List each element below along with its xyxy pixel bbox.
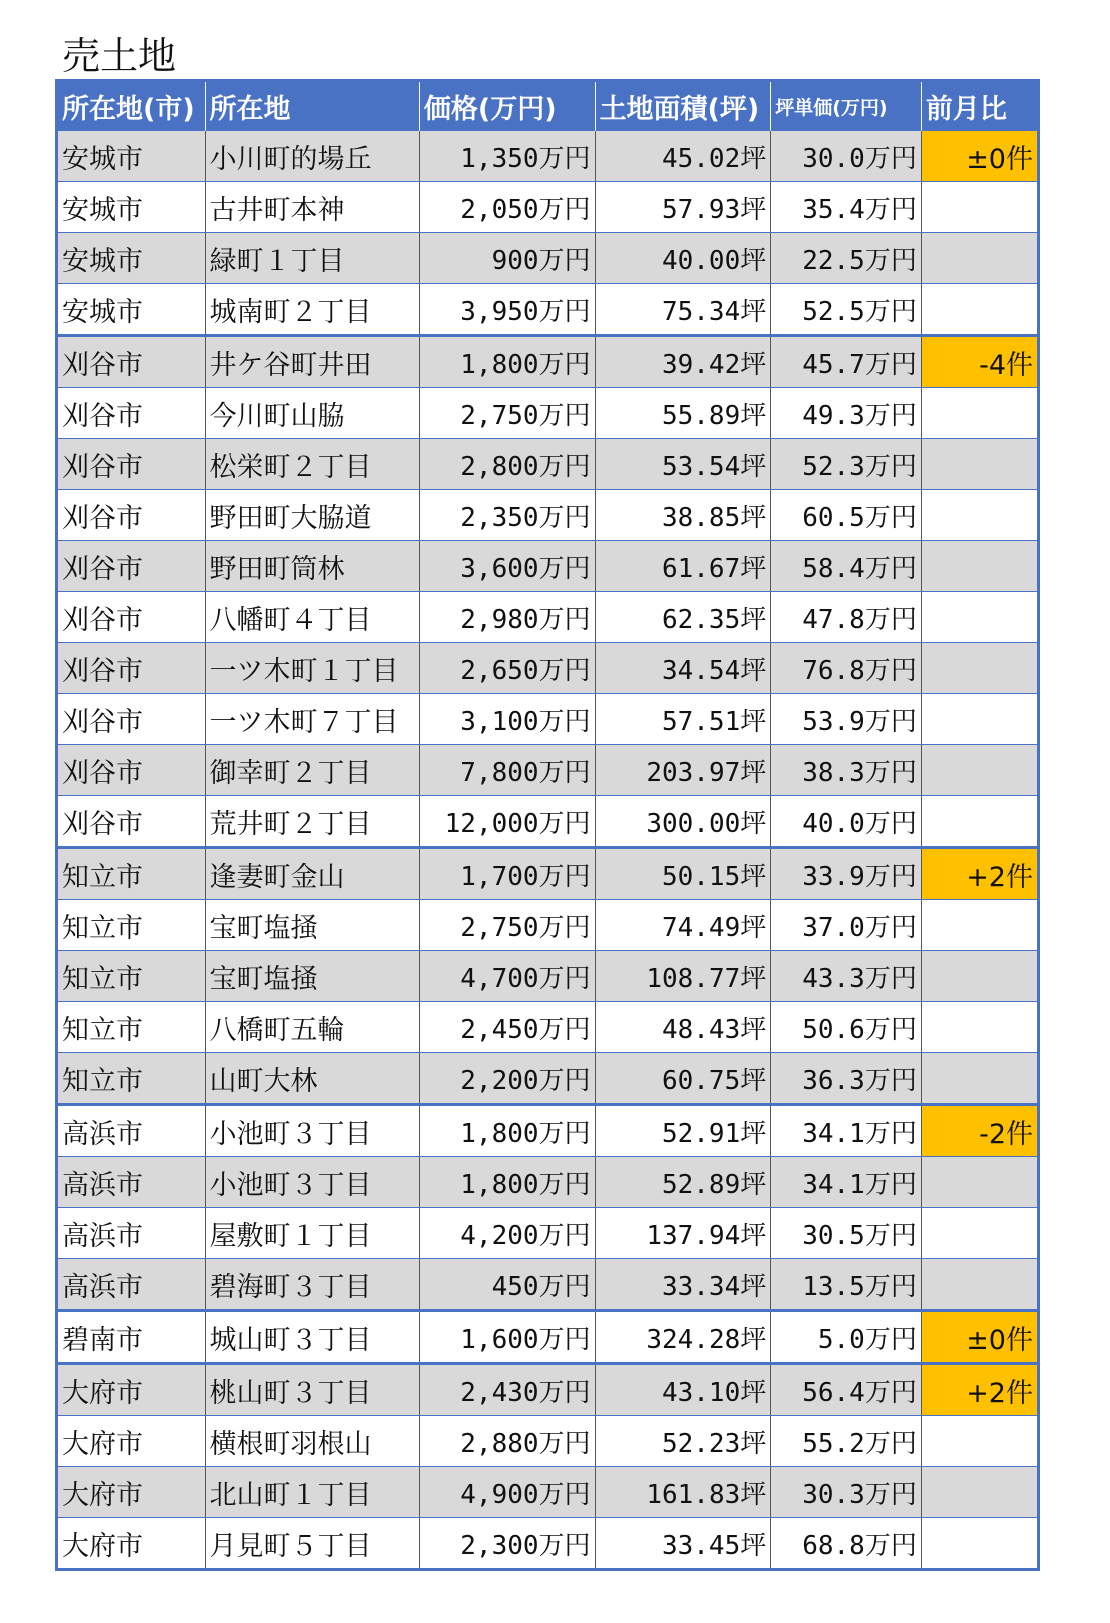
cell-price: 900万円 (419, 233, 595, 284)
cell-area: 108.77坪 (595, 951, 771, 1002)
cell-area: 62.35坪 (595, 592, 771, 643)
cell-price: 4,200万円 (419, 1208, 595, 1259)
cell-unit-price: 52.5万円 (771, 284, 922, 336)
table-row (57, 643, 1039, 694)
cell-change (921, 951, 1038, 1002)
table-row (57, 951, 1039, 1002)
cell-price: 2,800万円 (419, 439, 595, 490)
cell-price: 4,900万円 (419, 1467, 595, 1518)
cell-address: 御幸町２丁目 (205, 745, 419, 796)
cell-change (921, 490, 1038, 541)
cell-unit-price: 38.3万円 (771, 745, 922, 796)
cell-area: 300.00坪 (595, 796, 771, 848)
cell-area: 55.89坪 (595, 388, 771, 439)
table-row (57, 1416, 1039, 1467)
cell-city: 知立市 (57, 951, 206, 1002)
cell-unit-price: 30.5万円 (771, 1208, 922, 1259)
cell-address: 一ツ木町１丁目 (205, 643, 419, 694)
cell-city: 高浜市 (57, 1157, 206, 1208)
cell-address: 小池町３丁目 (205, 1157, 419, 1208)
cell-unit-price: 43.3万円 (771, 951, 922, 1002)
cell-change (921, 592, 1038, 643)
cell-city: 刈谷市 (57, 643, 206, 694)
land-listing-table (55, 79, 1040, 1571)
cell-price: 1,800万円 (419, 1157, 595, 1208)
cell-address: 一ツ木町７丁目 (205, 694, 419, 745)
cell-price: 3,600万円 (419, 541, 595, 592)
table-row (57, 1157, 1039, 1208)
cell-city: 大府市 (57, 1416, 206, 1467)
cell-unit-price: 33.9万円 (771, 848, 922, 900)
cell-address: 山町大林 (205, 1053, 419, 1105)
cell-area: 203.97坪 (595, 745, 771, 796)
cell-change: +2件 (921, 1364, 1038, 1416)
cell-area: 33.34坪 (595, 1259, 771, 1311)
cell-city: 刈谷市 (57, 490, 206, 541)
cell-unit-price: 76.8万円 (771, 643, 922, 694)
cell-address: 碧海町３丁目 (205, 1259, 419, 1311)
cell-change: ±0件 (921, 131, 1038, 182)
cell-unit-price: 34.1万円 (771, 1105, 922, 1157)
cell-area: 50.15坪 (595, 848, 771, 900)
cell-price: 2,430万円 (419, 1364, 595, 1416)
cell-unit-price: 22.5万円 (771, 233, 922, 284)
cell-unit-price: 50.6万円 (771, 1002, 922, 1053)
cell-change: -2件 (921, 1105, 1038, 1157)
cell-change (921, 1416, 1038, 1467)
cell-price: 1,350万円 (419, 131, 595, 182)
table-row (57, 490, 1039, 541)
cell-address: 月見町５丁目 (205, 1518, 419, 1570)
cell-price: 2,980万円 (419, 592, 595, 643)
cell-address: 井ケ谷町井田 (205, 336, 419, 388)
table-row (57, 182, 1039, 233)
cell-city: 刈谷市 (57, 745, 206, 796)
cell-change (921, 694, 1038, 745)
cell-unit-price: 40.0万円 (771, 796, 922, 848)
cell-city: 高浜市 (57, 1208, 206, 1259)
cell-price: 2,050万円 (419, 182, 595, 233)
cell-city: 刈谷市 (57, 592, 206, 643)
cell-change (921, 1002, 1038, 1053)
table-row (57, 284, 1039, 336)
cell-price: 4,700万円 (419, 951, 595, 1002)
cell-price: 1,800万円 (419, 1105, 595, 1157)
cell-change (921, 284, 1038, 336)
cell-price: 2,450万円 (419, 1002, 595, 1053)
cell-area: 161.83坪 (595, 1467, 771, 1518)
cell-price: 2,350万円 (419, 490, 595, 541)
cell-city: 高浜市 (57, 1105, 206, 1157)
cell-city: 安城市 (57, 284, 206, 336)
cell-address: 荒井町２丁目 (205, 796, 419, 848)
table-row (57, 1518, 1039, 1570)
cell-unit-price: 47.8万円 (771, 592, 922, 643)
header-area: 土地面積(坪) (595, 81, 771, 132)
header-row (57, 81, 1039, 132)
cell-price: 1,600万円 (419, 1311, 595, 1364)
table-row (57, 592, 1039, 643)
cell-city: 安城市 (57, 131, 206, 182)
table-row (57, 131, 1039, 182)
cell-address: 野田町筒林 (205, 541, 419, 592)
cell-price: 3,950万円 (419, 284, 595, 336)
cell-price: 3,100万円 (419, 694, 595, 745)
header-change: 前月比 (921, 81, 1038, 132)
page-title: 売土地 (62, 34, 177, 78)
cell-unit-price: 37.0万円 (771, 900, 922, 951)
cell-city: 高浜市 (57, 1259, 206, 1311)
cell-address: 城山町３丁目 (205, 1311, 419, 1364)
table-row (57, 541, 1039, 592)
table-body (57, 131, 1039, 1570)
cell-address: 八幡町４丁目 (205, 592, 419, 643)
cell-unit-price: 60.5万円 (771, 490, 922, 541)
cell-city: 刈谷市 (57, 388, 206, 439)
cell-price: 2,650万円 (419, 643, 595, 694)
cell-area: 74.49坪 (595, 900, 771, 951)
cell-price: 7,800万円 (419, 745, 595, 796)
cell-address: 北山町１丁目 (205, 1467, 419, 1518)
cell-change (921, 1259, 1038, 1311)
cell-address: 緑町１丁目 (205, 233, 419, 284)
cell-change (921, 796, 1038, 848)
cell-price: 12,000万円 (419, 796, 595, 848)
cell-unit-price: 34.1万円 (771, 1157, 922, 1208)
table-row (57, 796, 1039, 848)
table-row (57, 439, 1039, 490)
cell-change (921, 1053, 1038, 1105)
cell-area: 57.93坪 (595, 182, 771, 233)
cell-price: 2,200万円 (419, 1053, 595, 1105)
cell-city: 安城市 (57, 233, 206, 284)
cell-address: 小池町３丁目 (205, 1105, 419, 1157)
cell-city: 刈谷市 (57, 336, 206, 388)
cell-city: 安城市 (57, 182, 206, 233)
cell-city: 刈谷市 (57, 796, 206, 848)
cell-price: 2,880万円 (419, 1416, 595, 1467)
table-row (57, 745, 1039, 796)
cell-change (921, 182, 1038, 233)
cell-city: 刈谷市 (57, 439, 206, 490)
cell-change (921, 233, 1038, 284)
cell-change (921, 541, 1038, 592)
cell-city: 知立市 (57, 1002, 206, 1053)
cell-address: 城南町２丁目 (205, 284, 419, 336)
cell-price: 450万円 (419, 1259, 595, 1311)
cell-unit-price: 36.3万円 (771, 1053, 922, 1105)
cell-price: 1,800万円 (419, 336, 595, 388)
cell-area: 38.85坪 (595, 490, 771, 541)
cell-unit-price: 30.3万円 (771, 1467, 922, 1518)
cell-address: 宝町塩掻 (205, 951, 419, 1002)
cell-unit-price: 49.3万円 (771, 388, 922, 439)
cell-unit-price: 5.0万円 (771, 1311, 922, 1364)
cell-price: 2,750万円 (419, 388, 595, 439)
cell-city: 碧南市 (57, 1311, 206, 1364)
table-header (57, 81, 1039, 132)
table-row (57, 900, 1039, 951)
cell-area: 33.45坪 (595, 1518, 771, 1570)
cell-unit-price: 35.4万円 (771, 182, 922, 233)
cell-change (921, 643, 1038, 694)
cell-change: ±0件 (921, 1311, 1038, 1364)
cell-unit-price: 13.5万円 (771, 1259, 922, 1311)
cell-area: 39.42坪 (595, 336, 771, 388)
cell-area: 52.89坪 (595, 1157, 771, 1208)
table-row (57, 1311, 1039, 1364)
cell-change (921, 1518, 1038, 1570)
table-row (57, 388, 1039, 439)
cell-unit-price: 68.8万円 (771, 1518, 922, 1570)
header-address: 所在地 (205, 81, 419, 132)
header-unit-price: 坪単価(万円) (771, 81, 922, 132)
cell-address: 逢妻町金山 (205, 848, 419, 900)
table-row (57, 1467, 1039, 1518)
table-row (57, 1105, 1039, 1157)
cell-area: 40.00坪 (595, 233, 771, 284)
cell-area: 137.94坪 (595, 1208, 771, 1259)
cell-area: 75.34坪 (595, 284, 771, 336)
table-row (57, 336, 1039, 388)
cell-change: -4件 (921, 336, 1038, 388)
cell-area: 324.28坪 (595, 1311, 771, 1364)
table-row (57, 694, 1039, 745)
cell-change (921, 1157, 1038, 1208)
table-row (57, 1259, 1039, 1311)
cell-price: 2,300万円 (419, 1518, 595, 1570)
cell-unit-price: 55.2万円 (771, 1416, 922, 1467)
cell-change (921, 1208, 1038, 1259)
cell-address: 野田町大脇道 (205, 490, 419, 541)
cell-unit-price: 45.7万円 (771, 336, 922, 388)
header-city: 所在地(市) (57, 81, 206, 132)
cell-price: 2,750万円 (419, 900, 595, 951)
cell-area: 34.54坪 (595, 643, 771, 694)
cell-address: 今川町山脇 (205, 388, 419, 439)
cell-area: 60.75坪 (595, 1053, 771, 1105)
cell-unit-price: 30.0万円 (771, 131, 922, 182)
cell-change (921, 1467, 1038, 1518)
table-row (57, 1364, 1039, 1416)
table-row (57, 233, 1039, 284)
table-row (57, 1053, 1039, 1105)
cell-city: 知立市 (57, 848, 206, 900)
cell-price: 1,700万円 (419, 848, 595, 900)
cell-change (921, 745, 1038, 796)
cell-address: 宝町塩掻 (205, 900, 419, 951)
cell-area: 48.43坪 (595, 1002, 771, 1053)
cell-city: 大府市 (57, 1364, 206, 1416)
table-row (57, 848, 1039, 900)
cell-unit-price: 56.4万円 (771, 1364, 922, 1416)
cell-area: 52.91坪 (595, 1105, 771, 1157)
cell-address: 小川町的場丘 (205, 131, 419, 182)
cell-area: 61.67坪 (595, 541, 771, 592)
cell-address: 屋敷町１丁目 (205, 1208, 419, 1259)
cell-unit-price: 58.4万円 (771, 541, 922, 592)
table-row (57, 1002, 1039, 1053)
cell-address: 古井町本神 (205, 182, 419, 233)
cell-area: 52.23坪 (595, 1416, 771, 1467)
cell-area: 53.54坪 (595, 439, 771, 490)
cell-area: 45.02坪 (595, 131, 771, 182)
cell-change (921, 388, 1038, 439)
cell-address: 桃山町３丁目 (205, 1364, 419, 1416)
cell-city: 刈谷市 (57, 541, 206, 592)
cell-city: 大府市 (57, 1518, 206, 1570)
cell-address: 横根町羽根山 (205, 1416, 419, 1467)
header-price: 価格(万円) (419, 81, 595, 132)
cell-change (921, 439, 1038, 490)
cell-address: 松栄町２丁目 (205, 439, 419, 490)
cell-city: 知立市 (57, 1053, 206, 1105)
cell-city: 知立市 (57, 900, 206, 951)
cell-area: 43.10坪 (595, 1364, 771, 1416)
cell-area: 57.51坪 (595, 694, 771, 745)
table-row (57, 1208, 1039, 1259)
cell-change (921, 900, 1038, 951)
cell-change: +2件 (921, 848, 1038, 900)
cell-city: 大府市 (57, 1467, 206, 1518)
cell-address: 八橋町五輪 (205, 1002, 419, 1053)
cell-city: 刈谷市 (57, 694, 206, 745)
cell-unit-price: 52.3万円 (771, 439, 922, 490)
cell-unit-price: 53.9万円 (771, 694, 922, 745)
